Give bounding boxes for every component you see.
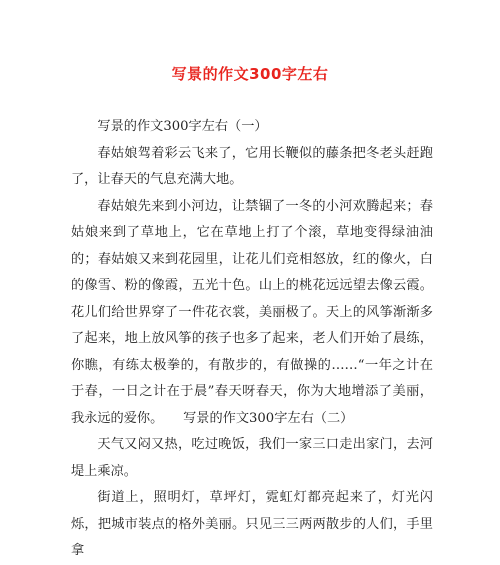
article-body: [71, 114, 433, 565]
paragraph: 春姑娘驾着彩云飞来了，它用长鞭似的藤条把冬老头赶跑了，让春天的气息充满大地。: [71, 145, 433, 187]
paragraph: 春姑娘先来到小河边，让禁锢了一冬的小河欢腾起来；春姑娘来到了草地上，它在草地上打了个滚，草地变得绿油油的；春姑娘又来到花园里，让花儿们竞相怒放，红的像火，白的像雪、粉的像霞，五光十色。山上的桃花远远望去像云霞。花儿们给世界穿了一件花衣裳，美丽极了。天上的风筝渐渐多了起来，地上放风筝的孩子也多了起来，老人们开始了晨练，你瞧，有练太极拳的，有散步的，有做操的……“一年之计在于春，一日之计在于晨”春天呀春天，你为大地增添了美丽，我永远的爱你。 写景的作文300字左右（二）: [71, 198, 433, 426]
paragraph: 街道上，照明灯，草坪灯，霓虹灯都亮起来了，灯光闪烁，把城市装点的格外美丽。只见三三两两散步的人们，手里拿: [71, 490, 433, 558]
paragraph: 天气又闷又热，吃过晚饭，我们一家三口走出家门，去河堤上乘凉。: [71, 437, 433, 479]
article-title: 写景的作文300字左右: [171, 65, 329, 83]
section-heading-1: 写景的作文300字左右（一）: [97, 119, 268, 134]
